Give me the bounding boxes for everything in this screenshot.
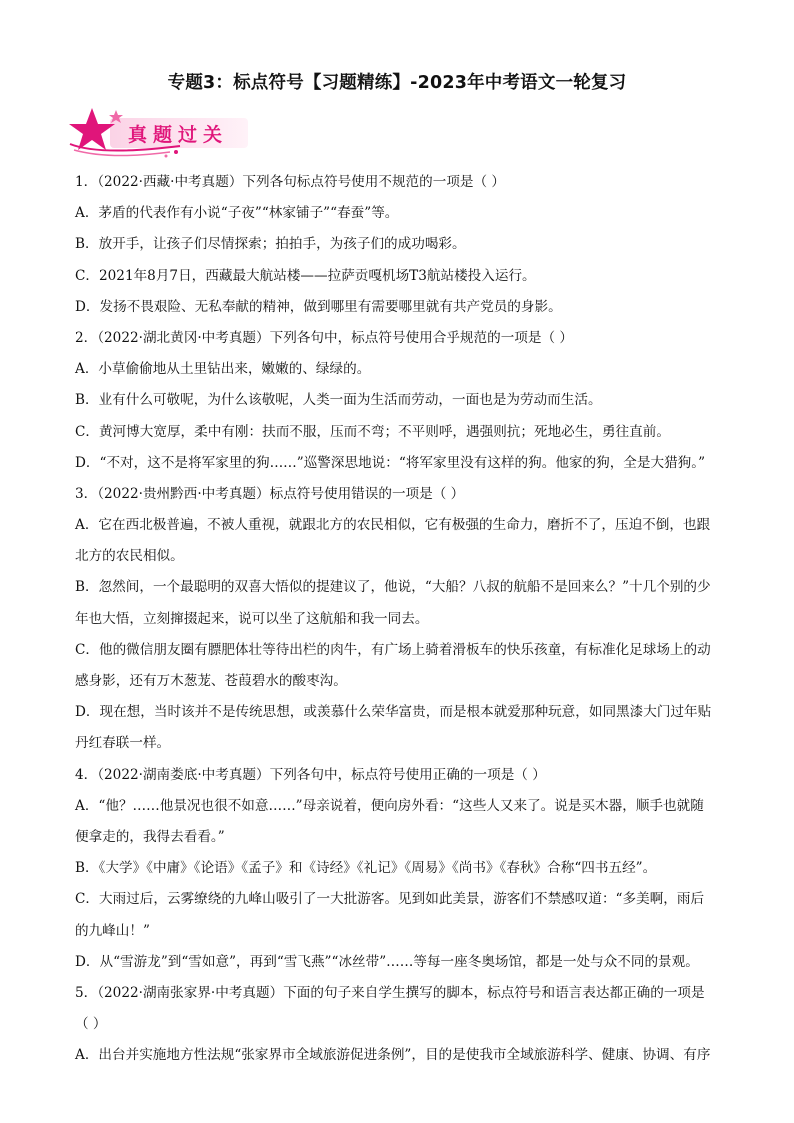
text-line: 丹红春联一样。 [75,735,171,752]
text-line: A．出台并实施地方性法规“张家界市全域旅游促进条例”，目的是使我市全域旅游科学、健康、协调、有序 [75,1047,711,1064]
text-line: A．它在西北极普遍，不被人重视，就跟北方的农民相似，它有极强的生命力，磨折不了，压迫不倒，也跟 [75,517,711,534]
text-line: C．黄河博大宽厚，柔中有刚：扶而不服，压而不弯；不平则呼，遇强则抗；死地必生，勇往直前。 [75,423,670,440]
text-line: A．“他？……他景况也很不如意……”母亲说着，便向房外看：“这些人又来了。说是买木器，顺手也就随 [75,797,704,814]
question-list [75,167,735,1071]
text-line: 4．（2022·湖南娄底·中考真题）下列各句中，标点符号使用正确的一项是（ ） [75,766,546,783]
section-banner [60,104,260,160]
page-title: 专题3：标点符号【习题精练】-2023年中考语文一轮复习 [167,73,627,93]
text-line: A．茅盾的代表作有小说“子夜”“林家铺子”“春蚕”等。 [75,205,399,222]
text-line: 2．（2022·湖北黄冈·中考真题）下列各句中，标点符号使用合乎规范的一项是（ ） [75,329,573,346]
text-line: C．大雨过后，云雾缭绕的九峰山吸引了一大批游客。见到如此美景，游客们不禁感叹道：“多美啊，雨后 [75,891,705,908]
text-line: D．从“雪游龙”到“雪如意”，再到“雪飞燕”“冰丝带”……等每一座冬奥场馆，都是一处与众不同的景观。 [75,953,699,970]
text-line: 年也大悟，立刻撺掇起来，说可以坐了这航船和我一同去。 [75,610,429,627]
text-line: C．2021年8月7日，西藏最大航站楼——拉萨贡嘎机场T3航站楼投入运行。 [75,267,536,284]
text-line: C．他的微信朋友圈有膘肥体壮等待出栏的肉牛，有广场上骑着滑板车的快乐孩童，有标准化足球场上的动 [75,641,711,658]
text-line: 1．（2022·西藏·中考真题）下列各句标点符号使用不规范的一项是（ ） [75,174,506,190]
text-line: B．《大学》《中庸》《论语》《孟子》和《诗经》《礼记》《周易》《尚书》《春秋》合称“四书五经”。 [75,860,657,877]
text-line: 5．（2022·湖南张家界·中考真题）下面的句子来自学生撰写的脚本，标点符号和语言表达都正确的一项是 [75,984,705,1001]
text-line: 便拿走的，我得去看看。” [75,828,225,845]
text-line: （ ） [75,1016,107,1033]
text-line: B．业有什么可敬呢，为什么该敬呢，人类一面为生活而劳动，一面也是为劳动而生活。 [75,392,602,409]
text-line: B．放开手，让孩子们尽情探索；拍拍手，为孩子们的成功喝彩。 [75,236,466,253]
text-line: D．“不对，这不是将军家里的狗……”巡警深思地说：“将军家里没有这样的狗。他家的狗，全是大猎狗。” [75,454,706,471]
text-line: 北方的农民相似。 [75,548,184,565]
banner-label: 真题过关 [128,124,229,146]
text-line: A．小草偷偷地从土里钻出来，嫩嫩的、绿绿的。 [75,361,371,378]
text-line: 感身影，还有万木葱茏、苍葭碧水的酸枣沟。 [75,673,347,689]
text-line: 3．（2022·贵州黔西·中考真题）标点符号使用错误的一项是（ ） [75,485,465,502]
text-line: D．现在想，当时该并不是传统思想，或羡慕什么荣华富贵，而是根本就爱那种玩意，如同黑漆大门过年贴 [75,704,712,721]
text-line: D．发扬不畏艰险、无私奉献的精神，做到哪里有需要哪里就有共产党员的身影。 [75,298,562,315]
text-line: B．忽然间，一个最聪明的双喜大悟似的提建议了，他说，“大船？八叔的航船不是回来么？”十几个别的少 [75,579,711,596]
text-line: 的九峰山！” [75,922,150,939]
